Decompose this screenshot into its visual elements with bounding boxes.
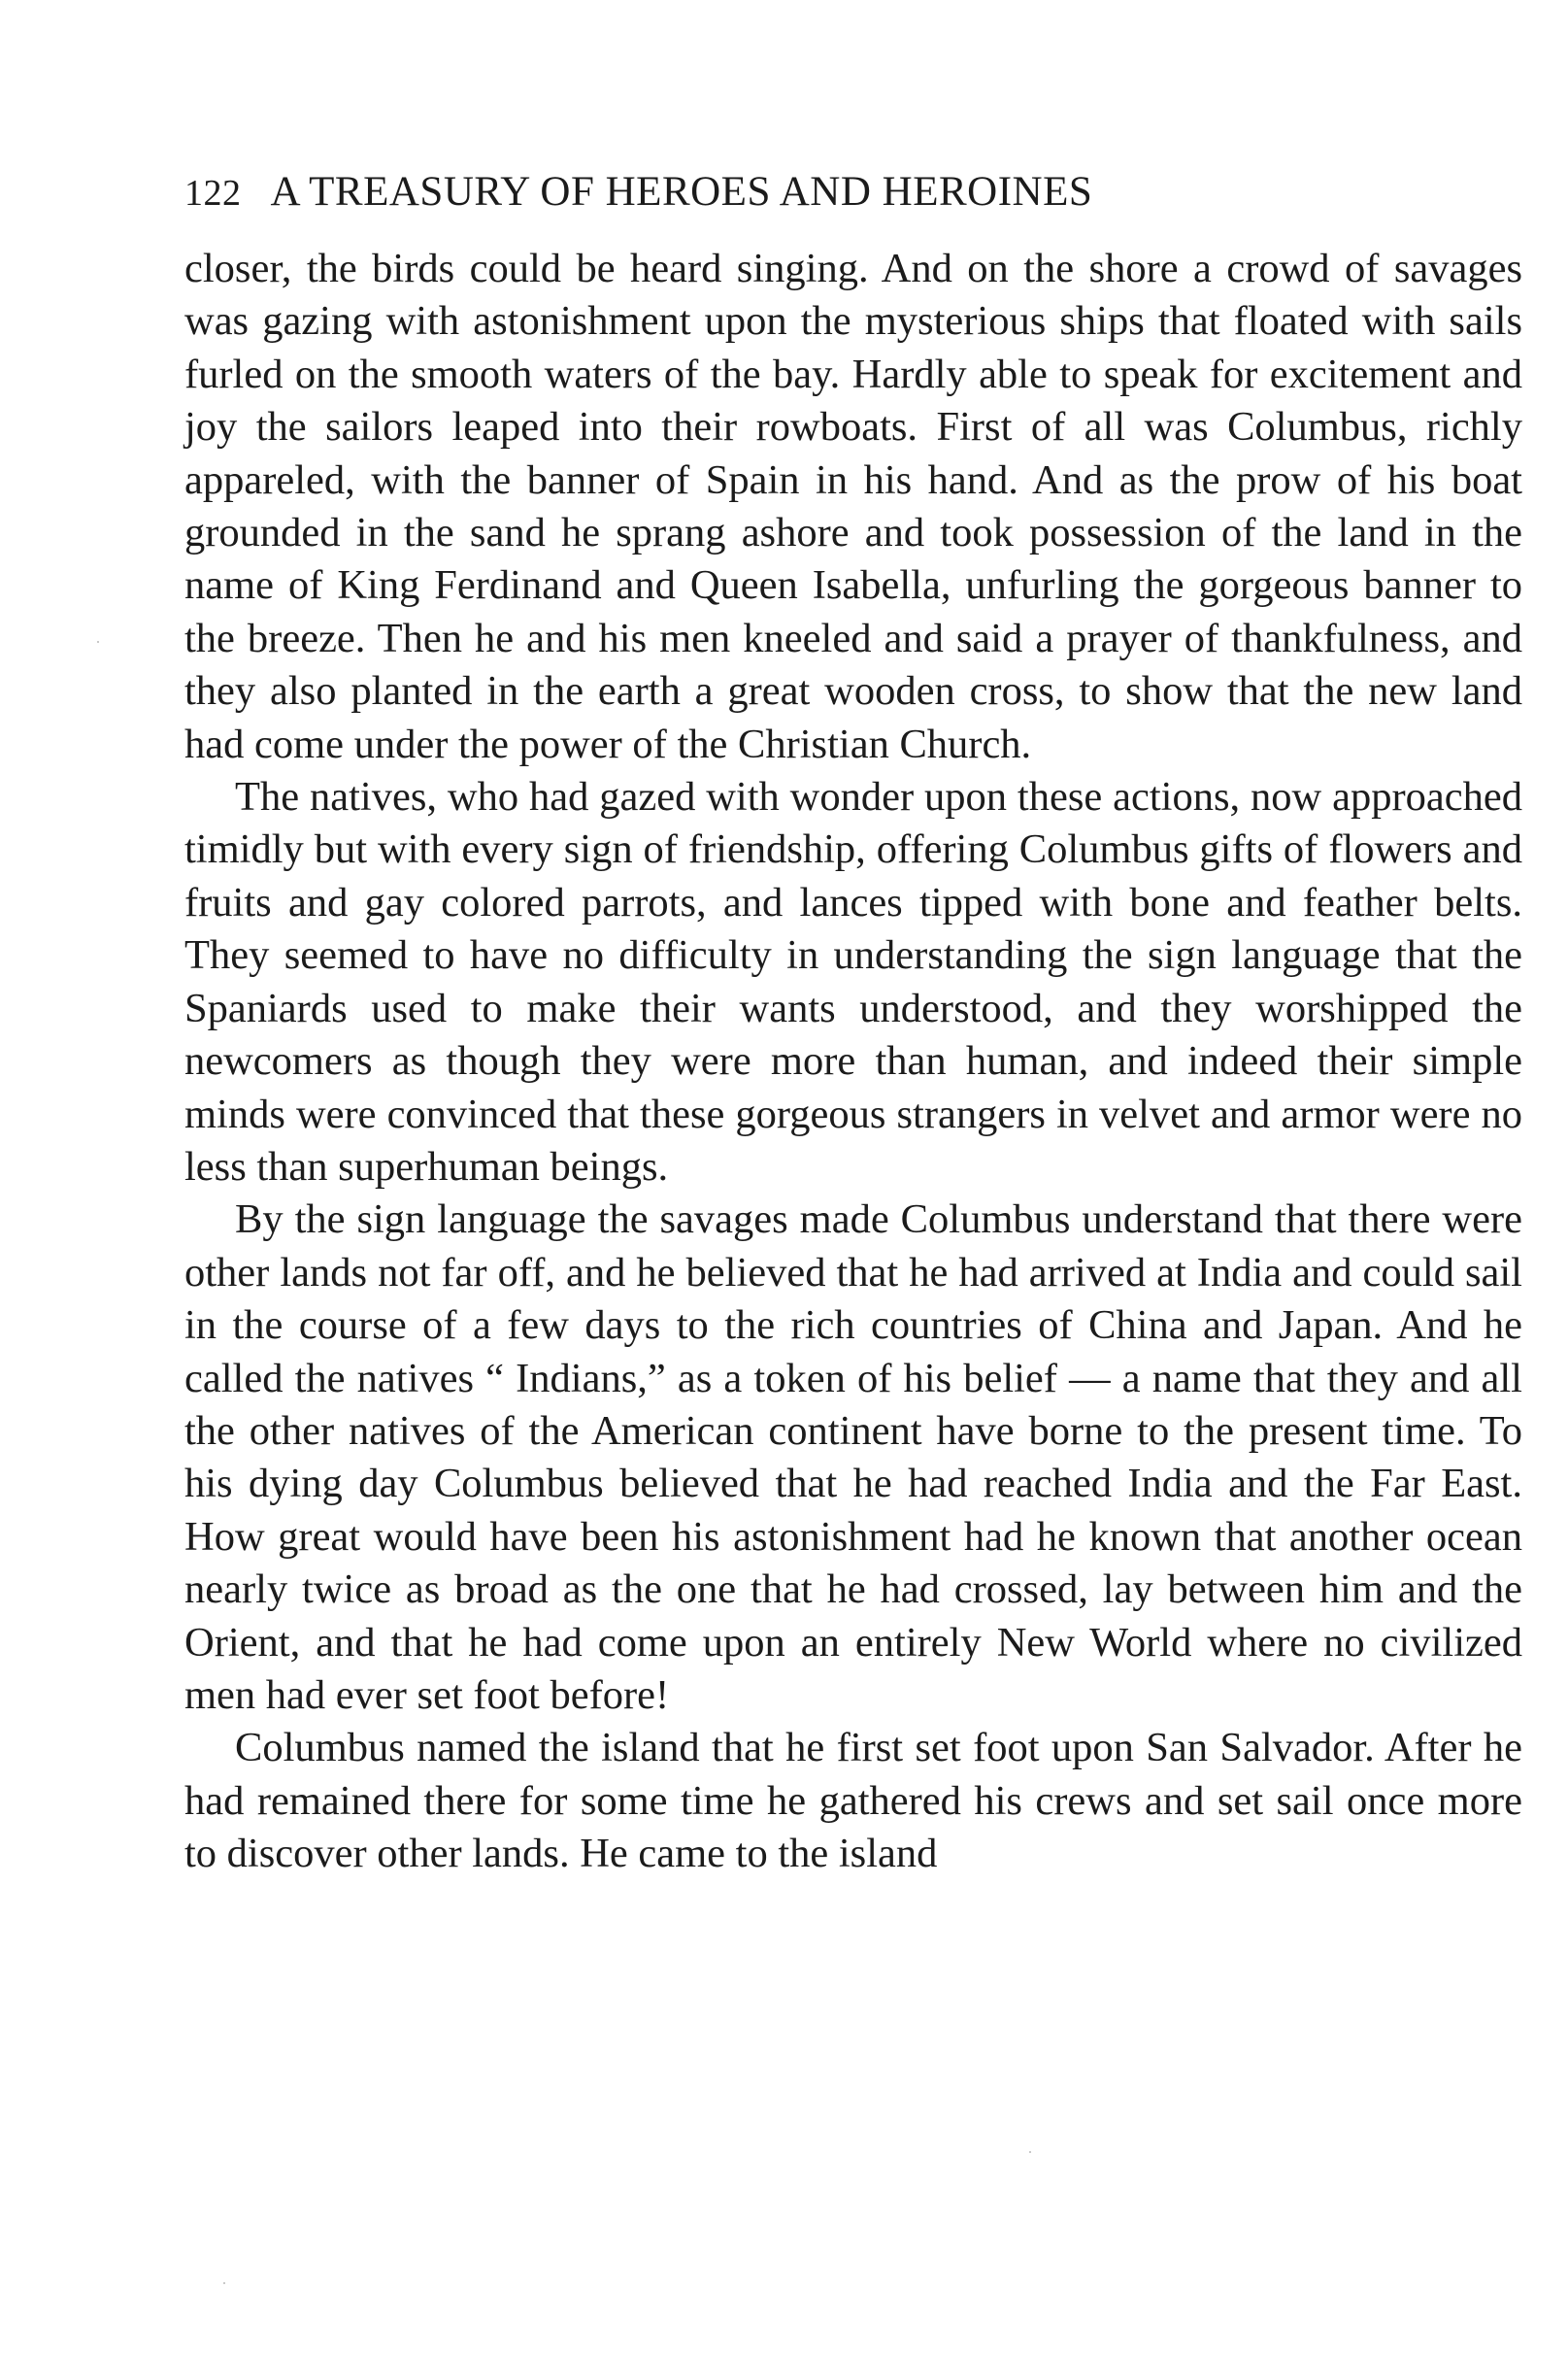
page-header: [184, 163, 1524, 221]
paper-speck: [223, 2282, 225, 2284]
paper-speck: [1029, 2151, 1031, 2153]
page-number: 122: [184, 173, 242, 214]
running-title: A TREASURY OF HEROES AND HEROINES: [270, 169, 1093, 215]
paragraph-4: Columbus named the island that he first set foot upon San Salvador. After he had remained there for some time he gathered his crews and set sail once more to discover other lands. He came to the island: [184, 1725, 1522, 1877]
body-text: [184, 243, 1522, 1881]
paper-speck: [97, 641, 99, 643]
paragraph-3: By the sign language the savages made Columbus understand that there were other lands not far off, and he believed that he had arrived at India and could sail in the course of a few days to the rich countries of China and Japan. And he called the natives “ Indians,” as a token of his belief — a name that they and all the other natives of the American continent have borne to the present time. To his dying day Columbus believed that he had reached India and the Far East. How great would have been his astonishment had he known that another ocean nearly twice as broad as the one that he had crossed, lay between him and the Orient, and that he had come upon an entirely New World where no civilized men had ever set foot before!: [184, 1196, 1522, 1718]
paragraph-2: The natives, who had gazed with wonder upon these actions, now approached timidly but with every sign of friendship, offering Columbus gifts of flowers and fruits and gay colored parrots, and lances tipped with bone and feather belts. They seemed to have no difficulty in understanding the sign language that the Spaniards used to make their wants understood, and they worshipped the newcomers as though they were more than human, and indeed their simple minds were convinced that these gorgeous strangers in velvet and armor were no less than superhuman beings.: [184, 774, 1522, 1190]
paragraph-1: closer, the birds could be heard singing. And on the shore a crowd of savages was gazing with astonishment upon the mysterious ships that floated with sails furled on the smooth waters of the bay. Hardly able to speak for excitement and joy the sailors leaped into their rowboats. First of all was Columbus, richly appareled, with the banner of Spain in his hand. And as the prow of his boat grounded in the sand he sprang ashore and took possession of the land in the name of King Ferdinand and Queen Isabella, unfurling the gorgeous banner to the breeze. Then he and his men kneeled and said a prayer of thankfulness, and they also planted in the earth a great wooden cross, to show that the new land had come under the power of the Christian Church.: [184, 246, 1522, 767]
